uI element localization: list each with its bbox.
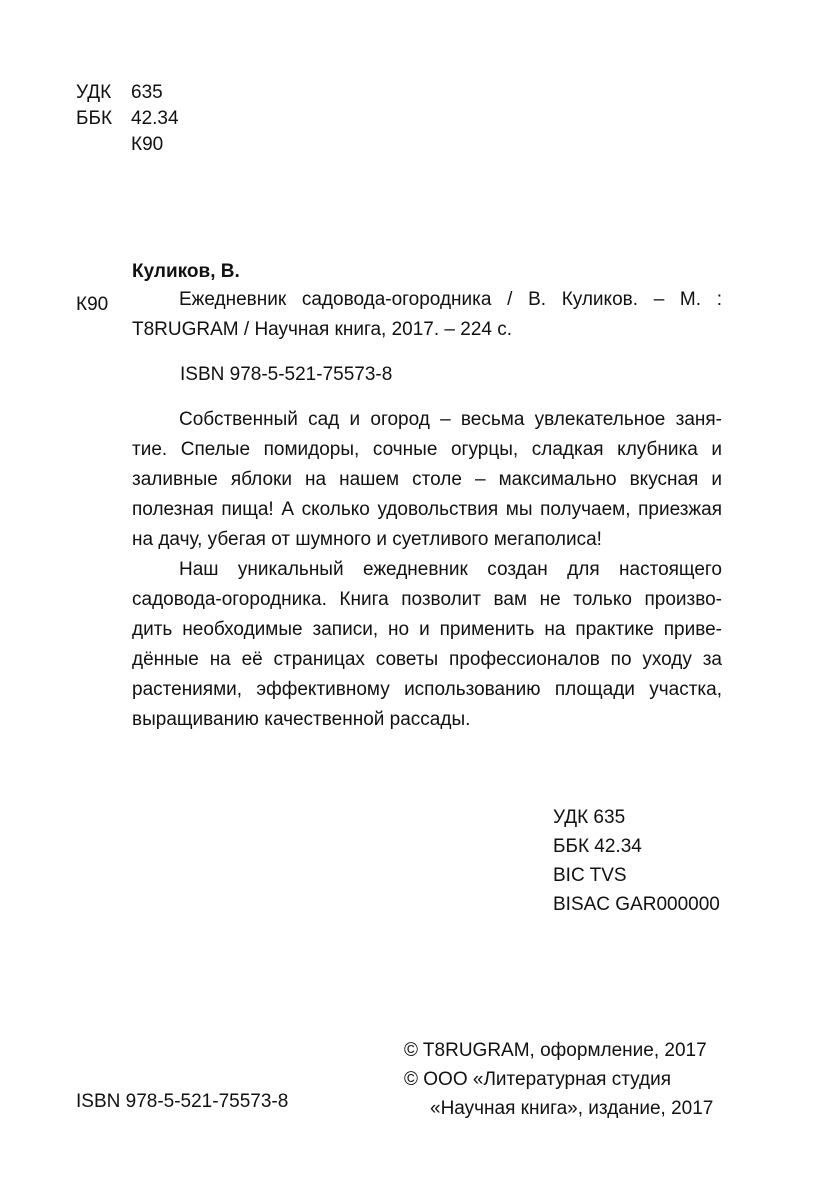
- annotation-line: дить необходимые записи, но и применить на практике приве-: [132, 619, 722, 640]
- record-author: Куликов, В.: [132, 261, 240, 282]
- udk-value: 635: [131, 82, 163, 103]
- copyright-line: © T8RUGRAM, оформление, 2017: [404, 1040, 707, 1061]
- copyright-block: [404, 1036, 713, 1123]
- annotation-line: садовода-огородника. Книга позволит вам не только произво-: [132, 589, 722, 610]
- author-mark-row: [76, 132, 163, 158]
- annotation-line: полезная пища! А сколько удовольствия мы получаем, приезжая: [132, 499, 722, 520]
- annotation-line: тие. Спелые помидоры, сочные огурцы, сладкая клубника и: [132, 439, 722, 460]
- code-bic: BIC TVS: [553, 865, 627, 886]
- annotation-line: Собственный сад и огород – весьма увлекательное заня-: [179, 409, 722, 430]
- code-udk: УДК 635: [553, 807, 626, 828]
- annotation-line: выращиванию качественной рассады.: [132, 709, 471, 730]
- bbk-label: ББК: [76, 108, 113, 129]
- annotation-line: на дачу, убегая от шумного и суетливого мегаполиса!: [132, 529, 602, 550]
- annotation-line: растениями, эффективному использованию площади участка,: [132, 679, 722, 700]
- udk-row: [76, 80, 163, 106]
- record-mark: К90: [76, 294, 109, 315]
- record-isbn: ISBN 978-5-521-75573-8: [180, 364, 393, 385]
- record-title-line: T8RUGRAM / Научная книга, 2017. – 224 с.: [132, 319, 513, 340]
- annotation-line: Наш уникальный ежедневник создан для настоящего: [179, 559, 722, 580]
- annotation-line: заливные яблоки на нашем столе – максимально вкусная и: [132, 469, 722, 490]
- record-title-line: Ежедневник садовода-огородника / В. Куликов. – М. :: [179, 289, 722, 310]
- classification-codes: [553, 803, 720, 919]
- annotation: [132, 405, 722, 735]
- copyright-line: © ООО «Литературная студия: [404, 1069, 671, 1090]
- bbk-row: [76, 106, 179, 132]
- author-mark: К90: [131, 134, 164, 155]
- code-bbk: ББК 42.34: [553, 836, 642, 857]
- annotation-line: дённые на её страницах советы профессионалов по уходу за: [132, 649, 722, 670]
- isbn-bottom: ISBN 978-5-521-75573-8: [76, 1091, 289, 1112]
- bbk-value: 42.34: [131, 108, 179, 129]
- code-bisac: BISAC GAR000000: [553, 894, 720, 915]
- copyright-line: «Научная книга», издание, 2017: [430, 1098, 714, 1119]
- record-title: [132, 285, 722, 345]
- udk-label: УДК: [76, 82, 112, 103]
